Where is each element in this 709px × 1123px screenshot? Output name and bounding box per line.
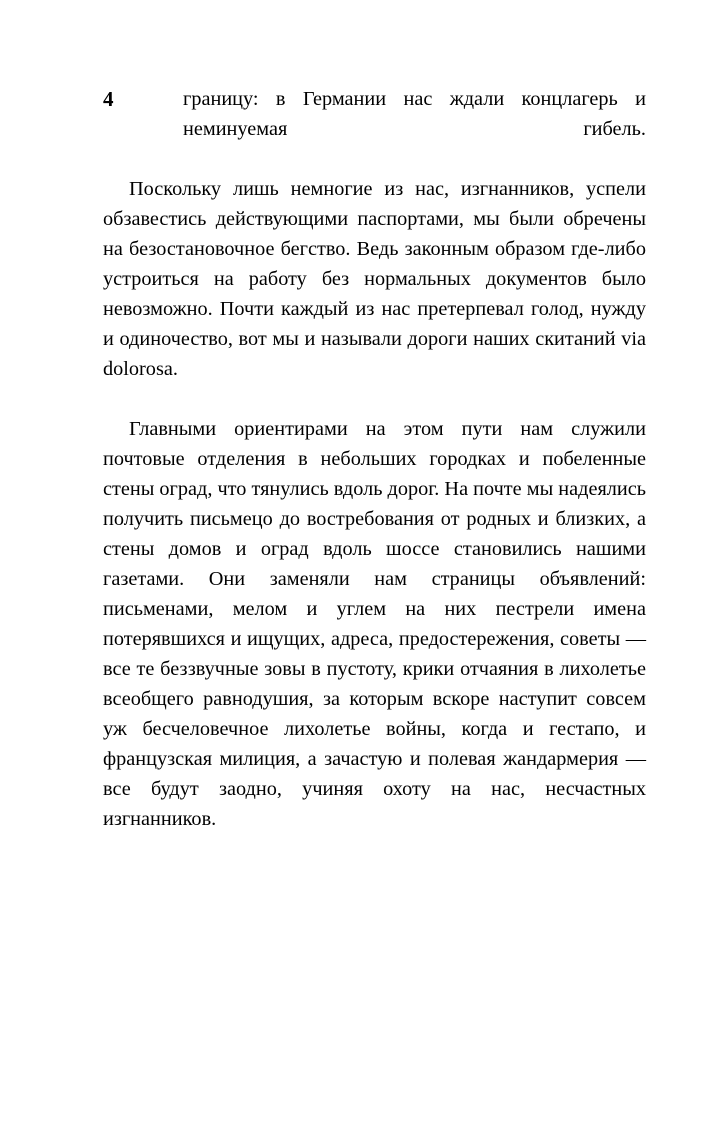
paragraph-1: Поскольку лишь немногие из нас, изгнанников, успели обзавестись действующими паспортами, мы были обречены на безостановочное бегство. Ведь законным образом где-либо устроиться на работу без нормальных документов было невозможно. Почти каждый из нас претерпевал голод, нужду и одиночество, вот мы и называли дороги наших скитаний via dolorosa. [103,178,646,380]
paragraph-opening: границу: в Германии нас ждали концлагерь и неминуемая гибель. [183,88,646,140]
page-number: 4 [103,87,114,111]
text-column [103,84,646,834]
paragraph-2: Главными ориентирами на этом пути нам служили почтовые отделения в небольших городках и побеленные стены оград, что тянулись вдоль дорог. На почте мы надеялись получить письмецо до востребования от родных и близких, а стены домов и оград вдоль шоссе становились нашими газетами. Они заменяли нам страницы объявлений: письменами, мелом и углем на них пестрели имена потерявшихся и ищущих, адреса, предостережения, советы — все те беззвучные зовы в пустоту, крики отчаяния в лихолетье всеобщего равнодушия, за которым вскоре наступит совсем уж бесчеловечное лихолетье войны, когда и гестапо, и французская милиция, а зачастую и полевая жандармерия — все будут заодно, учиняя охоту на нас, несчастных изгнанников. [103,418,647,830]
